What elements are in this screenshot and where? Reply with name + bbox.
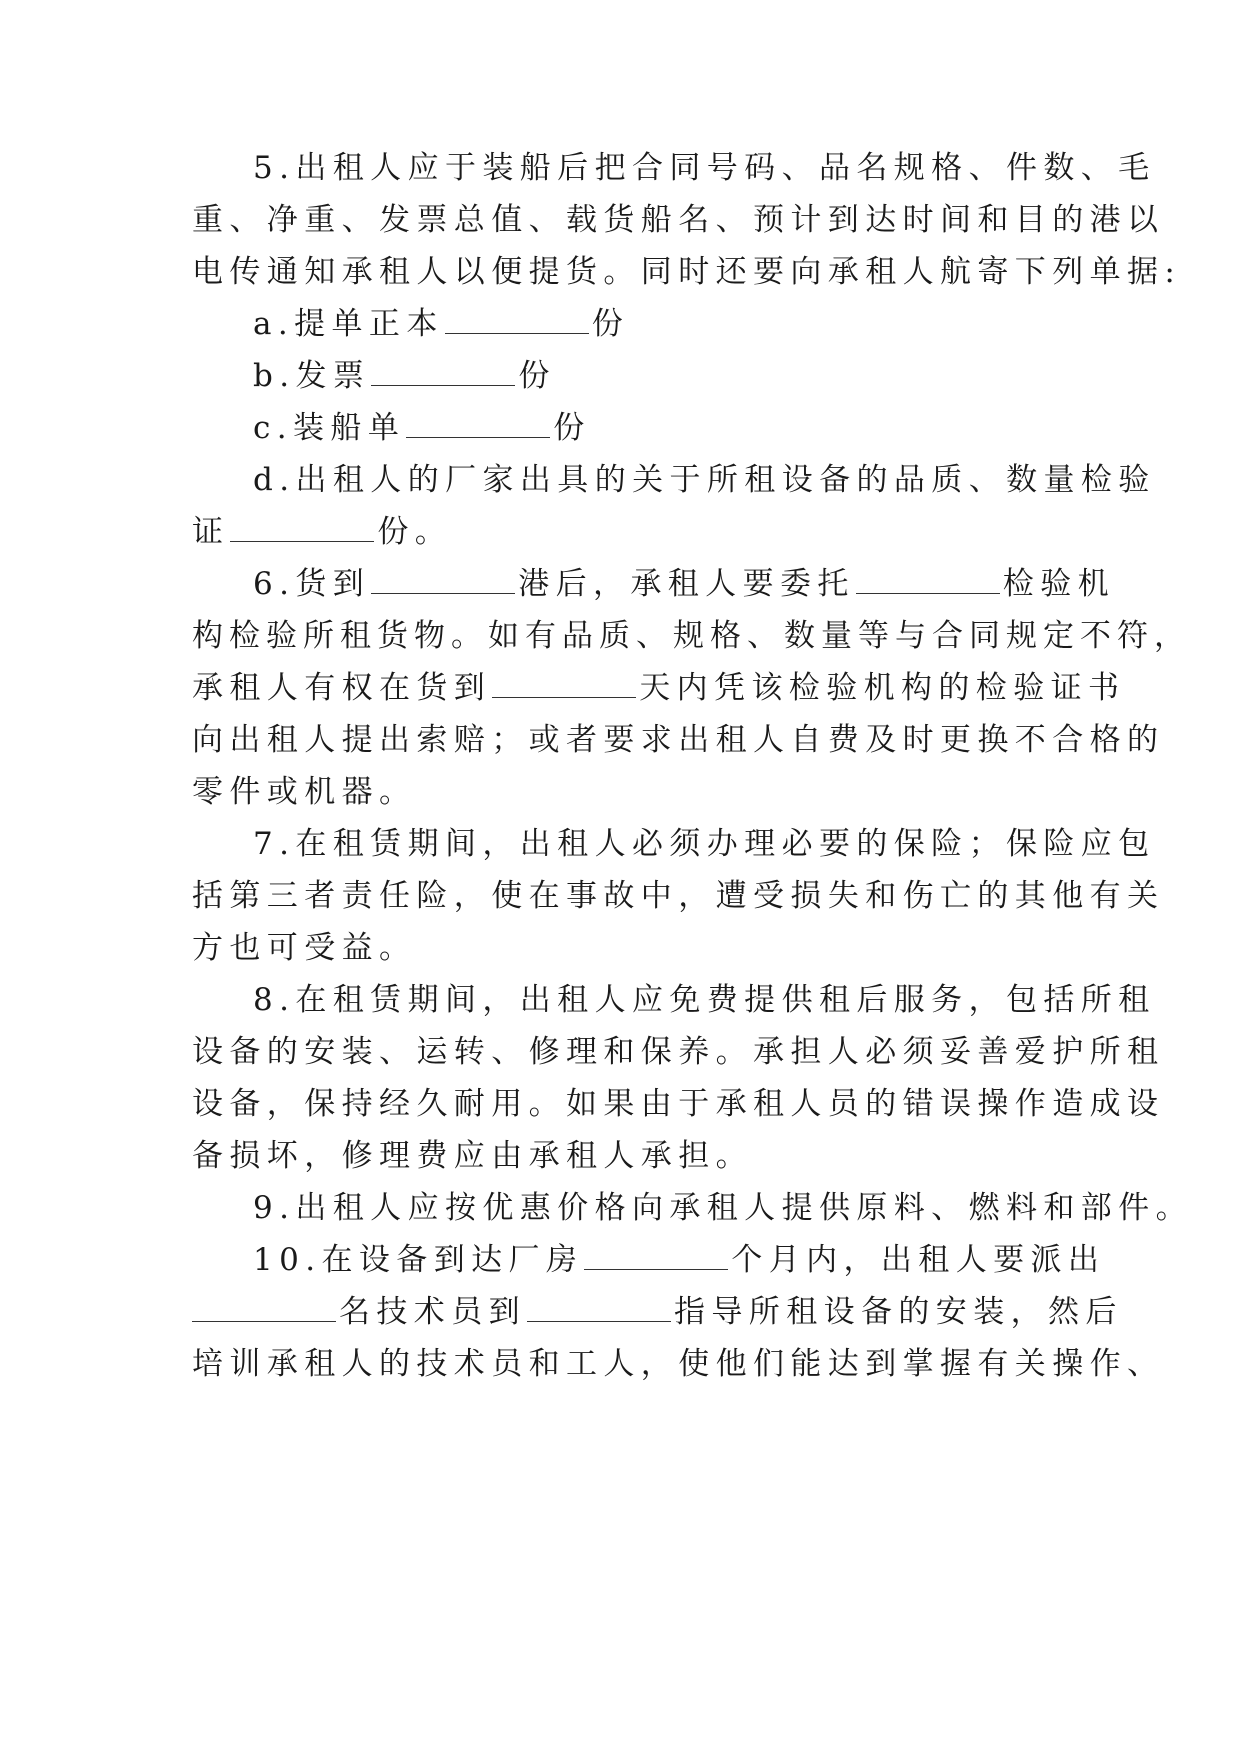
item-d-text-1: d.出租人的厂家出具的关于所租设备的品质、数量检验 [253, 462, 1156, 498]
item-b [253, 351, 1153, 401]
p5-line-2 [192, 195, 1165, 245]
p5-text-1: 5.出租人应于装船后把合同号码、品名规格、件数、毛 [253, 150, 1156, 186]
p6-text-3a: 承租人有权在货到 [192, 670, 492, 706]
p6-text-5: 零件或机器。 [192, 774, 417, 810]
p10-text-2b: 指导所租设备的安装，然后 [674, 1294, 1123, 1330]
item-d-unit: 份。 [377, 514, 453, 550]
item-d-blank [230, 511, 374, 542]
p10-line-1 [253, 1235, 1153, 1285]
item-b-label: b.发票 [253, 358, 371, 394]
item-b-unit: 份 [518, 358, 556, 394]
p5-line-1 [253, 143, 1156, 193]
item-a [253, 299, 1153, 349]
p7-text-1: 7.在租赁期间，出租人必须办理必要的保险；保险应包 [253, 826, 1156, 862]
p8-text-1: 8.在租赁期间，出租人应免费提供租后服务，包括所租 [253, 982, 1156, 1018]
p6-line-1 [253, 559, 1153, 609]
p8-text-3: 设备，保持经久耐用。如果由于承租人员的错误操作造成设 [192, 1086, 1165, 1122]
p6-text-1a: 6.货到 [253, 566, 371, 602]
p8-line-3 [192, 1079, 1165, 1129]
p7-text-2: 括第三者责任险，使在事故中，遭受损失和伤亡的其他有关 [192, 878, 1165, 914]
p6-text-4: 向出租人提出索赔；或者要求出租人自费及时更换不合格的 [192, 722, 1165, 758]
p6-text-1c: 检验机 [1002, 566, 1115, 602]
p6-line-3 [192, 663, 1126, 713]
p8-line-4 [192, 1131, 1092, 1181]
p6-blank-agency [856, 563, 1000, 594]
p10-text-3: 培训承租人的技术员和工人，使他们能达到掌握有关操作、 [192, 1346, 1165, 1382]
item-c-label: c.装船单 [253, 410, 406, 446]
p10-text-2a: 名技术员到 [339, 1294, 526, 1330]
item-d-label: 证 [192, 514, 230, 550]
item-a-unit: 份 [591, 306, 630, 342]
p7-text-3: 方也可受益。 [192, 930, 417, 966]
p8-text-4: 备损坏，修理费应由承租人承担。 [192, 1138, 753, 1174]
item-b-blank [371, 355, 515, 386]
p7-line-2 [192, 871, 1165, 921]
p6-text-1b: 港后，承租人要委托 [518, 566, 855, 602]
item-a-label: a.提单正本 [253, 306, 444, 342]
p10-blank-location [527, 1291, 671, 1322]
p9-text-1: 9.出租人应按优惠价格向承租人提供原料、燃料和部件。 [253, 1190, 1193, 1226]
p8-line-1 [253, 975, 1156, 1025]
p5-line-3 [192, 247, 1182, 297]
p5-text-2: 重、净重、发票总值、载货船名、预计到达时间和目的港以 [192, 202, 1165, 238]
p10-text-1b: 个月内，出租人要派出 [731, 1242, 1106, 1278]
p6-text-2: 构检验所租货物。如有品质、规格、数量等与合同规定不符， [192, 618, 1191, 654]
p6-line-2 [192, 611, 1191, 661]
p7-line-1 [253, 819, 1156, 869]
p6-text-3b: 天内凭该检验机构的检验证书 [639, 670, 1126, 706]
p10-line-2 [192, 1287, 1123, 1337]
p7-line-3 [192, 923, 1092, 973]
item-d-line-2 [192, 507, 1092, 557]
item-d-line-1 [253, 455, 1156, 505]
p10-text-1a: 10.在设备到达厂房 [253, 1242, 584, 1278]
item-c-blank [406, 407, 550, 438]
p8-text-2: 设备的安装、运转、修理和保养。承担人必须妥善爱护所租 [192, 1034, 1165, 1070]
p6-line-4 [192, 715, 1165, 765]
item-c [253, 403, 1153, 453]
p10-blank-count [192, 1291, 336, 1322]
p6-line-5 [192, 767, 1092, 817]
p6-blank-port [371, 563, 515, 594]
p9-line-1 [253, 1183, 1193, 1233]
p6-blank-days [492, 667, 636, 698]
item-a-blank [445, 303, 589, 334]
p10-line-3 [192, 1339, 1165, 1389]
p10-blank-months [584, 1239, 728, 1270]
p8-line-2 [192, 1027, 1165, 1077]
item-c-unit: 份 [553, 410, 591, 446]
p5-text-3: 电传通知承租人以便提货。同时还要向承租人航寄下列单据: [192, 254, 1182, 290]
